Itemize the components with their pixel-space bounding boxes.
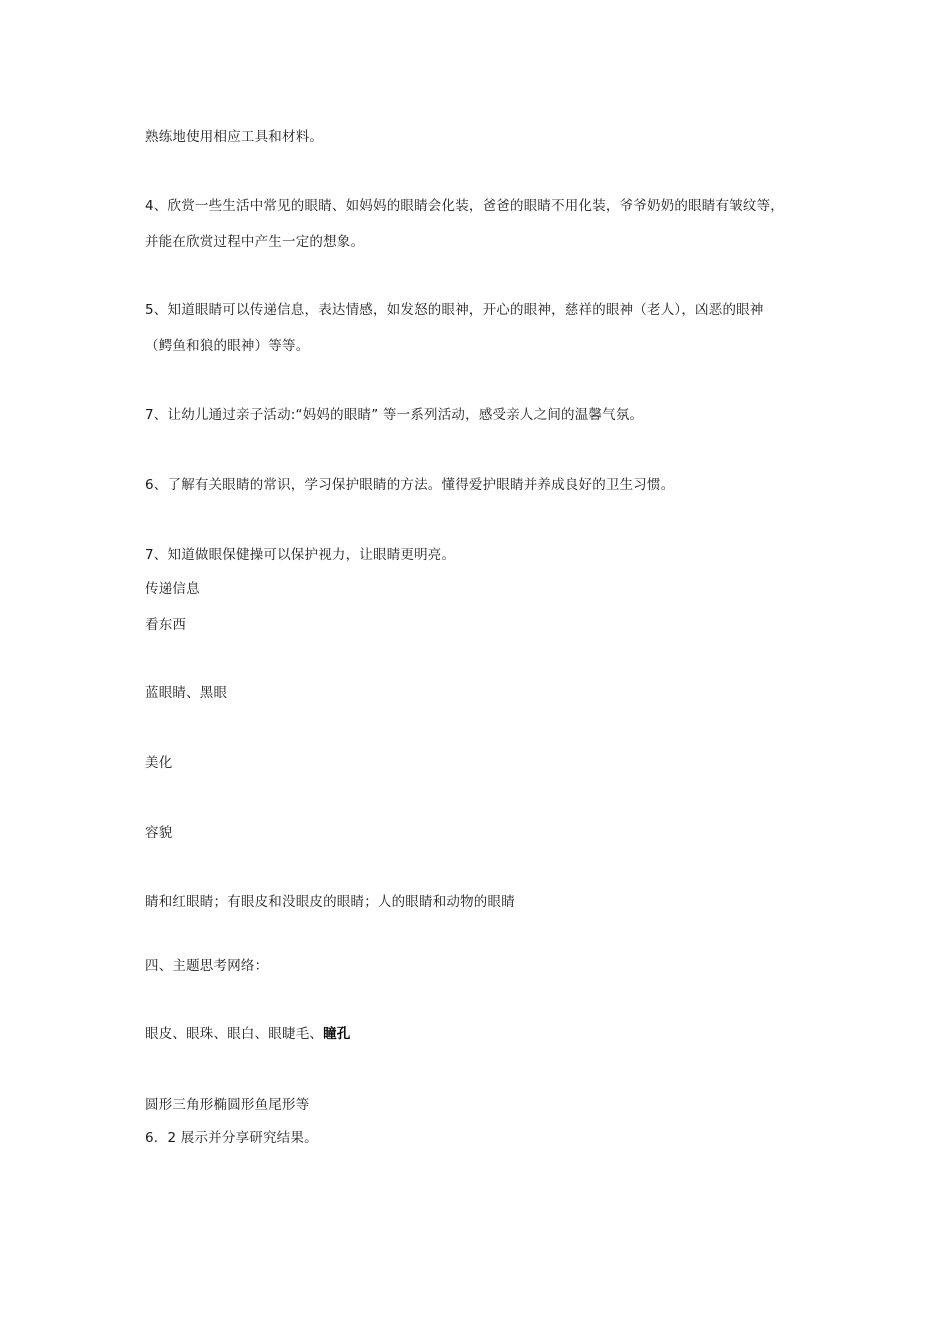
text-line-item-7-parent: 7、让幼儿通过亲子活动:“妈妈的眼睛” 等一系列活动，感受亲人之间的温馨气氛。 bbox=[145, 407, 644, 423]
text-line-item-4: 4、欣赏一些生活中常见的眼睛、如妈妈的眼睛会化装，爸爸的眼睛不用化装，爷爷奶奶的眼睛有皱纹等， bbox=[145, 198, 784, 214]
text-line-eye-types: 睛和红眼睛；有眼皮和没眼皮的眼睛；人的眼睛和动物的眼睛 bbox=[145, 894, 515, 910]
pupil-term: 瞳孔 bbox=[323, 1026, 351, 1042]
text-line-item-7-exercise: 7、知道做眼保健操可以保护视力，让眼睛更明亮。 bbox=[145, 547, 456, 563]
text-line-item-6: 6、了解有关眼睛的常识，学习保护眼睛的方法。懂得爱护眼睛并养成良好的卫生习惯。 bbox=[145, 477, 675, 493]
text-line-transmit-info: 传递信息 bbox=[145, 581, 200, 597]
text-line-materials: 熟练地使用相应工具和材料。 bbox=[145, 129, 324, 145]
text-line-see-things: 看东西 bbox=[145, 617, 187, 633]
text-line-eye-shapes: 圆形三角形椭圆形鱼尾形等 bbox=[145, 1097, 310, 1113]
eye-parts-list: 眼皮、眼珠、眼白、眼睫毛、 bbox=[145, 1026, 324, 1042]
text-line-eye-colors: 蓝眼睛、黑眼 bbox=[145, 685, 228, 701]
text-line-item-4-cont: 并能在欣赏过程中产生一定的想象。 bbox=[145, 234, 365, 250]
text-line-item-5-cont: （鳄鱼和狼的眼神）等等。 bbox=[145, 338, 310, 354]
text-line-eye-parts bbox=[145, 1024, 351, 1044]
text-line-item-5: 5、知道眼睛可以传递信息，表达情感，如发怒的眼神，开心的眼神，慈祥的眼神（老人），凶恶的眼神 bbox=[145, 302, 764, 318]
text-line-beautify: 美化 bbox=[145, 755, 173, 771]
text-line-share-results: 6．2 展示并分享研究结果。 bbox=[145, 1130, 318, 1146]
text-line-appearance: 容貌 bbox=[145, 825, 173, 841]
section-heading-theme-network: 四、主题思考网络： bbox=[145, 958, 269, 974]
